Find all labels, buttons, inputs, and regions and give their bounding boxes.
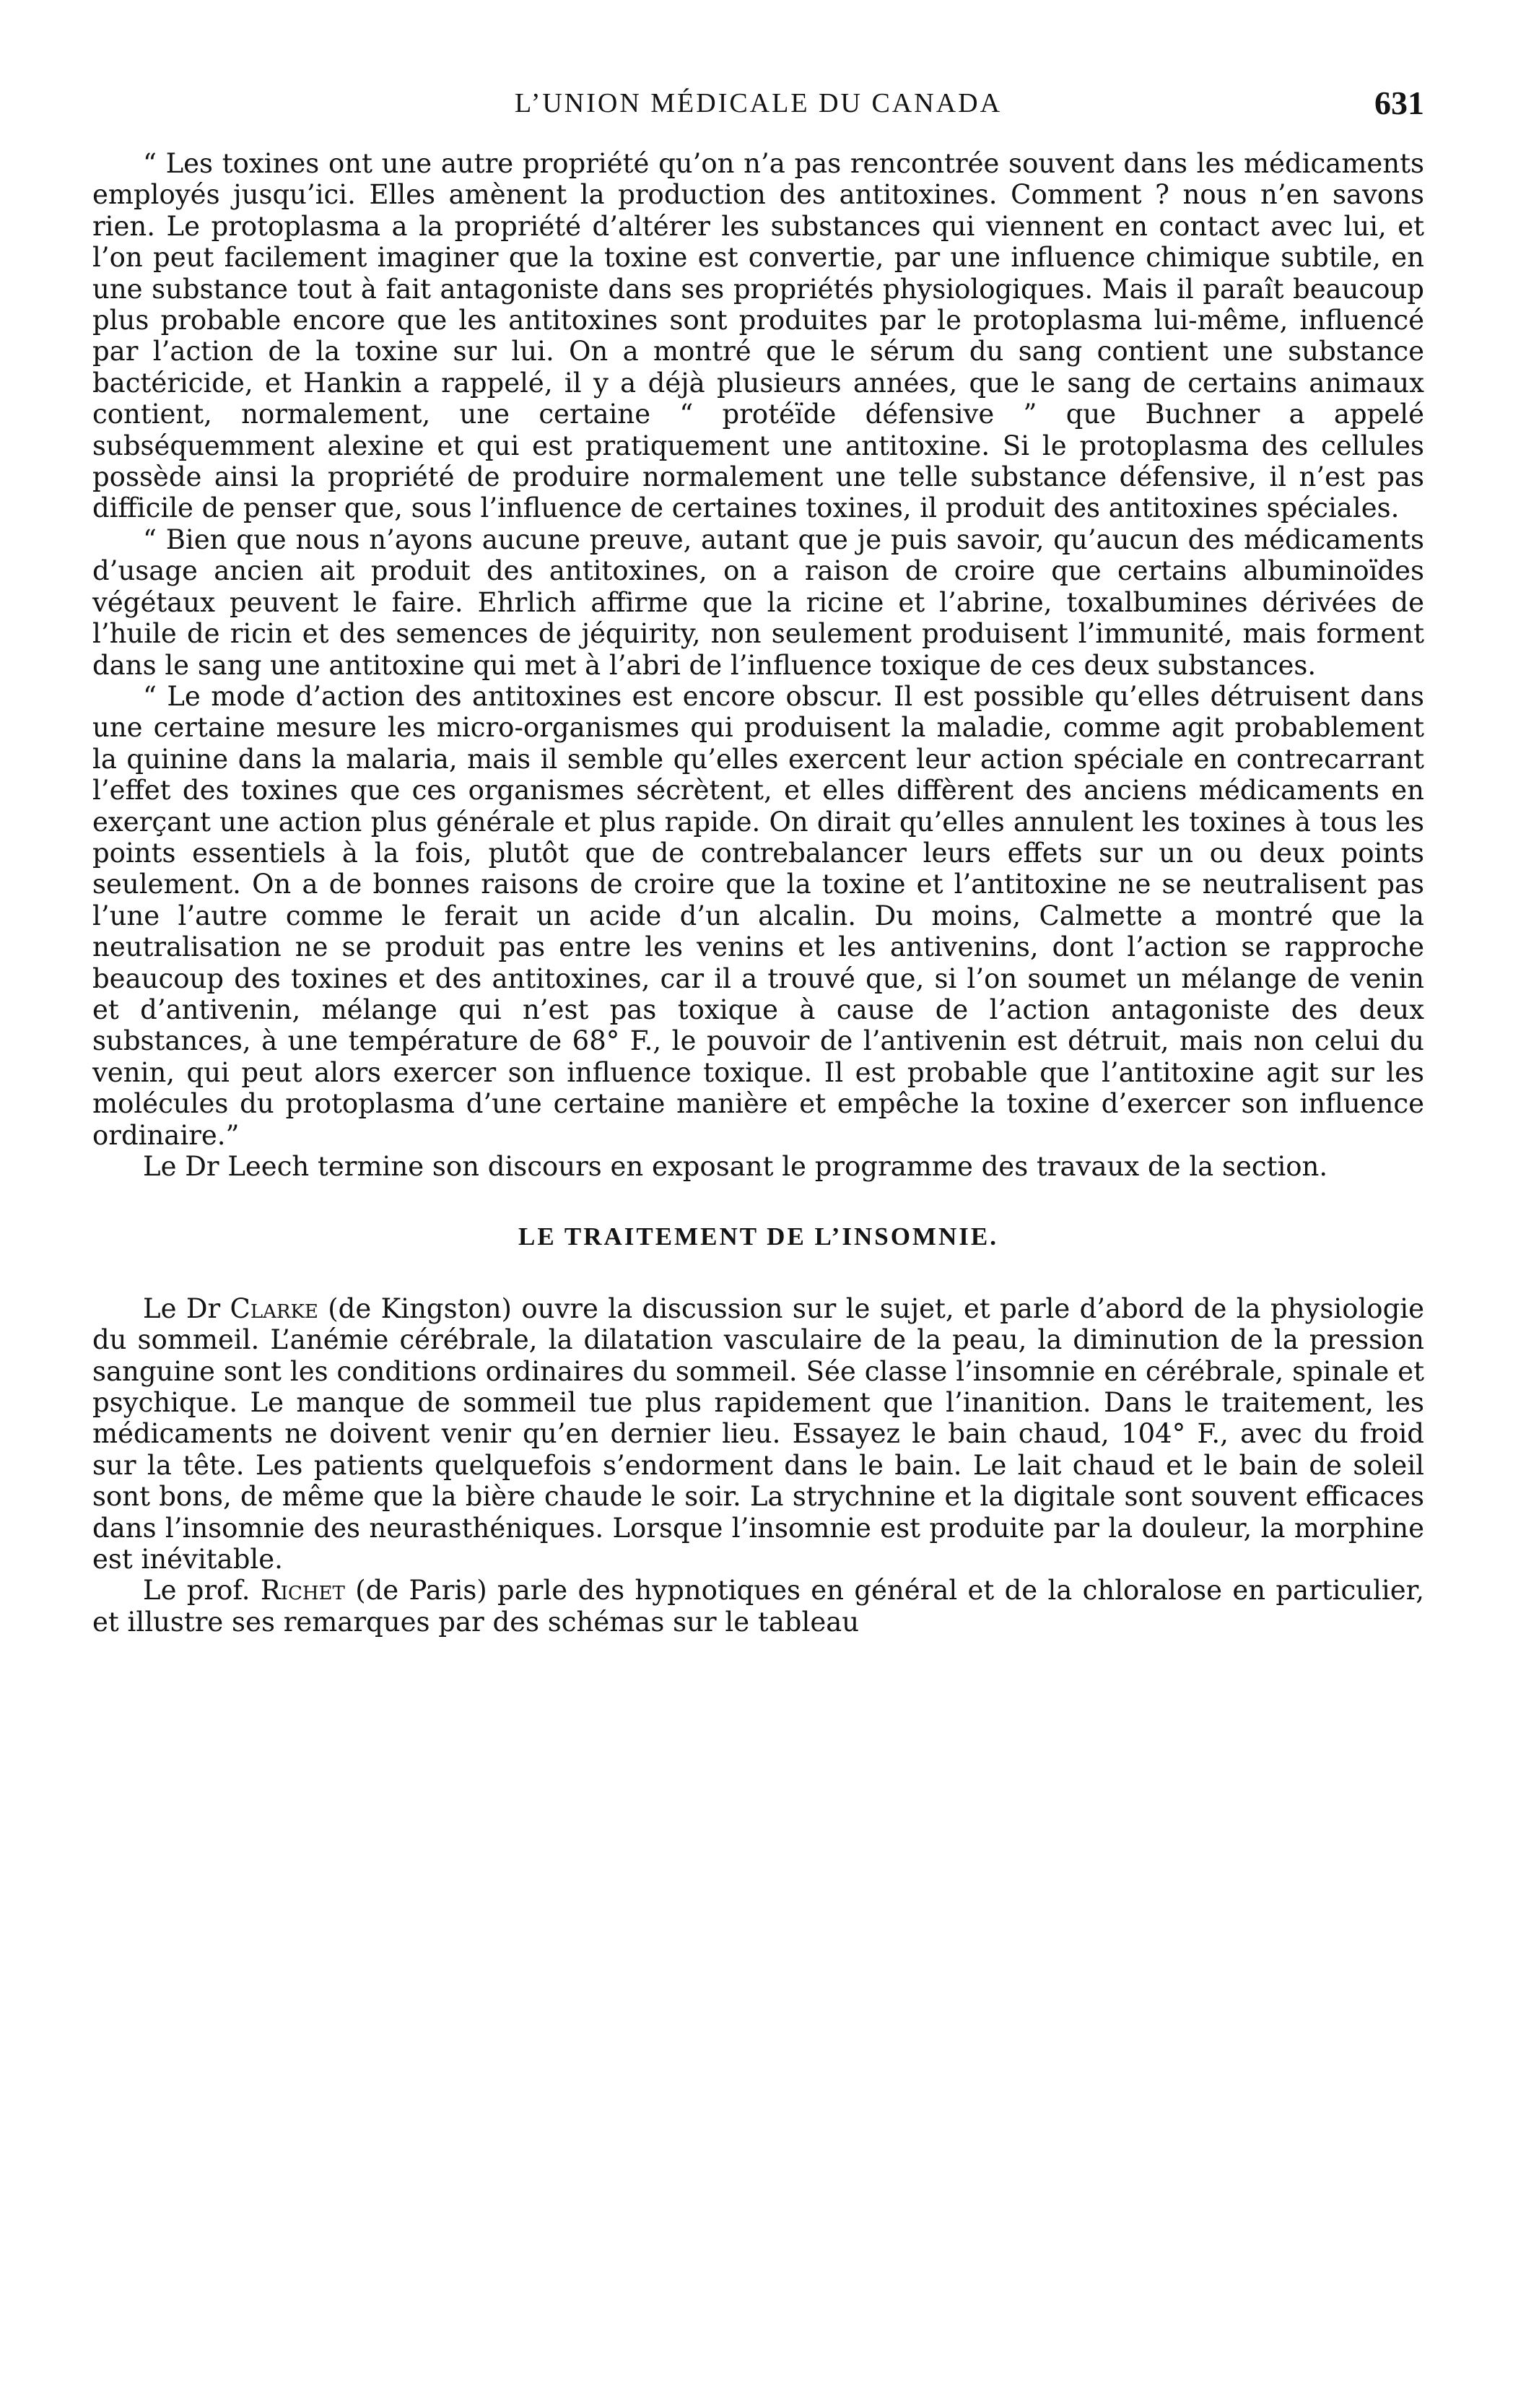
author-name: Richet xyxy=(260,1575,345,1607)
text-continued: (de Paris) parle des hypnotiques en général et de la chloralose en particulier, et illustre ses remarques par des schémas sur le tableau xyxy=(92,1575,1424,1638)
paragraph-closing: Le Dr Leech termine son discours en exposant le programme des travaux de la section. xyxy=(143,1151,1328,1182)
running-header xyxy=(92,78,1424,129)
paragraph-quote-1: “ Les toxines ont une autre propriété qu’on n’a pas rencontrée souvent dans les médicaments employés jusqu’ici. Elles amènent la production des antitoxines. Comment ? nous n’en savons rien. Le protoplasma a la propriété d’altérer les substances qui viennent en contact avec lui, et l’on peut facilement imaginer que la toxine est convertie, par une influence chimique subtile, en une substance tout à fait antagoniste dans ses propriétés physiologiques. Mais il paraît beaucoup plus probable encore que les antitoxines sont produites par le protoplasma lui-même, influencé par l’action de la toxine sur lui. On a montré que le sérum du sang contient une substance bactéricide, et Hankin a rappelé, il y a déjà plusieurs années, que le sang de certains animaux contient, normalement, une certaine “ protéïde défensive ” que Buchner a appelé subséquemment alexine et qui est pratiquement une antitoxine. Si le protoplasma des cellules possède ainsi la propriété de produire normalement une telle substance défensive, il n’est pas difficile de penser que, sous l’influence de certaines toxines, il produit des antitoxines spéciales. xyxy=(92,148,1424,524)
section-heading: LE TRAITEMENT DE L’INSOMNIE. xyxy=(518,1222,998,1251)
page-number: 631 xyxy=(1374,84,1424,121)
author-name: Clarke xyxy=(230,1292,318,1324)
paragraph-quote-2: “ Bien que nous n’ayons aucune preuve, autant que je puis savoir, qu’aucun des médicaments d’usage ancien ait produit des antitoxines, on a raison de croire que certains albuminoïdes végétaux peuvent le faire. Ehrlich affirme que la ricine et l’abrine, toxalbumines dérivées de l’huile de ricin et des semences de jéquirity, non seulement produisent l’immunité, mais forment dans le sang une antitoxine qui met à l’abri de l’influence toxique de ces deux substances. xyxy=(92,523,1424,681)
text-continued: (de Kingston) ouvre la discussion sur le sujet, et parle d’abord de la physiologie du sommeil. L’anémie cérébrale, la dilatation vasculaire de la peau, la diminution de la pression sanguine sont les conditions ordinaires du sommeil. Sée classe l’insomnie en cérébrale, spinale et psychique. Le manque de sommeil tue plus rapidement que l’inanition. Dans le traitement, les médicaments ne doivent venir qu’en dernier lieu. Essayez le bain chaud, 104° F., avec du froid sur la tête. Les patients quelquefois s’endorment dans le bain. Le lait chaud et le bain de soleil sont bons, de même que la bière chaude le soir. La strychnine et la digitale sont souvent efficaces dans l’insomnie des neurasthéniques. Lorsque l’insomnie est produite par la douleur, la morphine est inévitable. xyxy=(92,1292,1424,1575)
journal-title: L’UNION MÉDICALE DU CANADA xyxy=(514,88,1003,118)
paragraph-clarke xyxy=(92,1293,1424,1575)
paragraph-quote-3: “ Le mode d’action des antitoxines est encore obscur. Il est possible qu’elles détruisent dans une certaine mesure les micro-organismes qui produisent la maladie, comme agit probablement la quinine dans la malaria, mais il semble qu’elles exercent leur action spéciale en contrecarrant l’effet des toxines que ces organismes sécrètent, et elles diffèrent des anciens médicaments en exerçant une action plus générale et plus rapide. On dirait qu’elles annulent les toxines à tous les points essentiels à la fois, plutôt que de contrebalancer leurs effets sur un ou deux points seulement. On a de bonnes raisons de croire que la toxine et l’antitoxine ne se neutralisent pas l’une l’autre comme le ferait un acide d’un alcalin. Du moins, Calmette a montré que la neutralisation ne se produit pas entre les venins et les antivenins, dont l’action se rapproche beaucoup des toxines et des antitoxines, car il a trouvé que, si l’on soumet un mélange de venin et d’antivenin, mélange qui n’est pas toxique à cause de l’action antagoniste des deux substances, à une température de 68° F., le pouvoir de l’antivenin est détruit, mais non celui du venin, qui peut alors exercer son influence toxique. Il est probable que l’antitoxine agit sur les molécules du protoplasma d’une certaine manière et empêche la toxine d’exercer son influence ordinaire.” xyxy=(92,680,1424,1151)
journal-page xyxy=(92,0,1424,2408)
article-body xyxy=(92,148,1424,1638)
text-lead: Le prof. xyxy=(143,1575,261,1607)
text-lead: Le Dr xyxy=(143,1292,230,1324)
paragraph-richet xyxy=(92,1575,1424,1638)
